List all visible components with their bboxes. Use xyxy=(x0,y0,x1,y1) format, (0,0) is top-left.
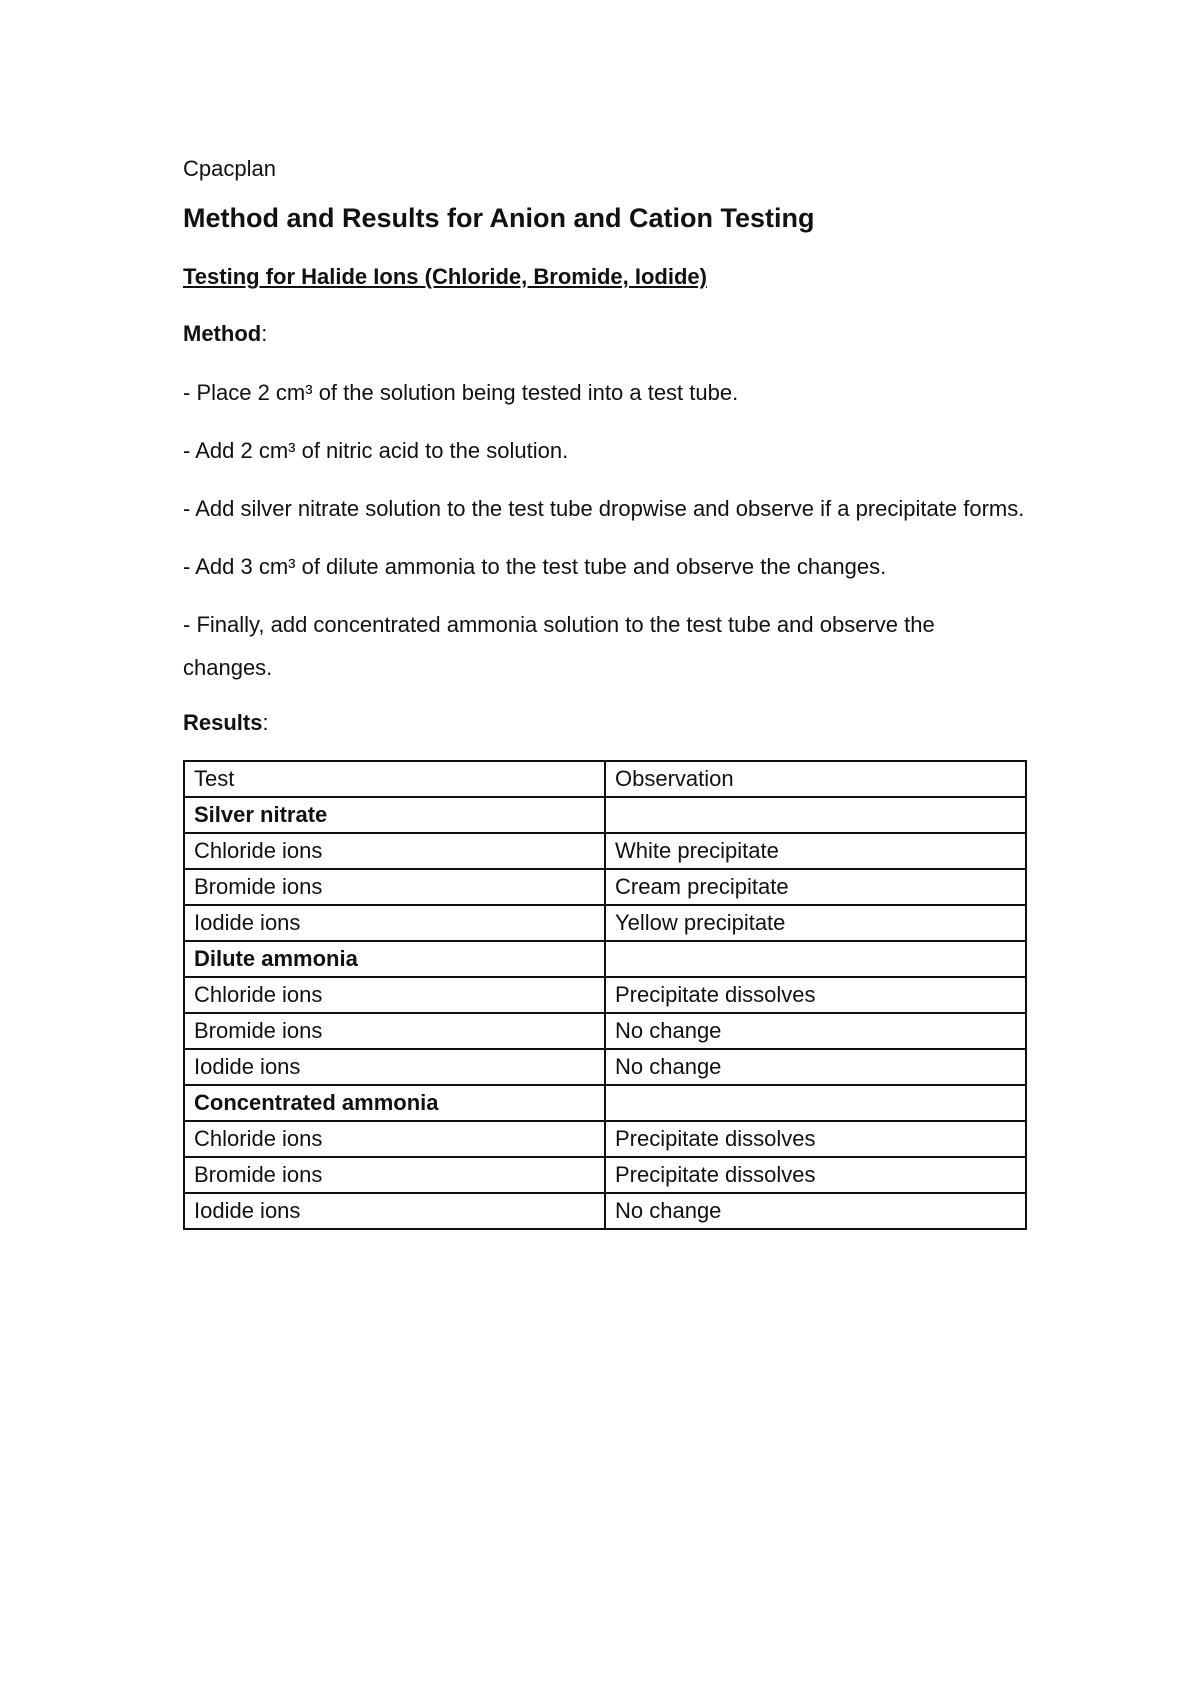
method-step: - Add 2 cm³ of nitric acid to the solution. xyxy=(183,438,569,463)
section-heading: Testing for Halide Ions (Chloride, Bromide, Iodide) xyxy=(183,264,707,289)
table-cell: Precipitate dissolves xyxy=(605,1121,1026,1157)
method-step: - Place 2 cm³ of the solution being tested into a test tube. xyxy=(183,380,739,405)
table-cell: Cream precipitate xyxy=(605,869,1026,905)
table-row xyxy=(184,1157,1026,1193)
table-cell: Chloride ions xyxy=(184,1121,605,1157)
table-cell: Chloride ions xyxy=(184,977,605,1013)
table-group-row xyxy=(184,1085,1026,1121)
table-cell: Precipitate dissolves xyxy=(605,977,1026,1013)
table-header-cell: Observation xyxy=(605,761,1026,797)
table-group-row xyxy=(184,941,1026,977)
table-row xyxy=(184,869,1026,905)
table-cell: Bromide ions xyxy=(184,1013,605,1049)
table-cell: White precipitate xyxy=(605,833,1026,869)
table-cell: Bromide ions xyxy=(184,1157,605,1193)
method-step: - Finally, add concentrated ammonia solution to the test tube and observe the changes. xyxy=(183,612,935,680)
table-cell: Chloride ions xyxy=(184,833,605,869)
table-group-label: Dilute ammonia xyxy=(184,941,605,977)
table-cell: No change xyxy=(605,1049,1026,1085)
table-header-cell: Test xyxy=(184,761,605,797)
method-step: - Add 3 cm³ of dilute ammonia to the test tube and observe the changes. xyxy=(183,554,887,579)
table-cell xyxy=(605,797,1026,833)
table-row xyxy=(184,1121,1026,1157)
table-row xyxy=(184,833,1026,869)
table-group-label: Concentrated ammonia xyxy=(184,1085,605,1121)
method-label-colon: : xyxy=(261,321,268,346)
document-title: Method and Results for Anion and Cation Testing xyxy=(183,203,815,233)
table-cell xyxy=(605,1085,1026,1121)
table-row xyxy=(184,1049,1026,1085)
table-row xyxy=(184,1013,1026,1049)
table-cell: Iodide ions xyxy=(184,1193,605,1229)
method-step: - Add silver nitrate solution to the test tube dropwise and observe if a precipitate forms. xyxy=(183,496,1025,521)
method-label-line xyxy=(183,315,1028,353)
table-header-row xyxy=(184,761,1026,797)
table-cell: Bromide ions xyxy=(184,869,605,905)
results-label: Results xyxy=(183,710,263,735)
method-label: Method xyxy=(183,321,262,346)
table-group-row xyxy=(184,797,1026,833)
table-cell: No change xyxy=(605,1013,1026,1049)
author-name: Cpacplan xyxy=(183,156,276,181)
results-table xyxy=(183,760,1027,1230)
table-group-label: Silver nitrate xyxy=(184,797,605,833)
table-cell: No change xyxy=(605,1193,1026,1229)
table-cell: Yellow precipitate xyxy=(605,905,1026,941)
table-cell: Precipitate dissolves xyxy=(605,1157,1026,1193)
table-cell: Iodide ions xyxy=(184,905,605,941)
table-row xyxy=(184,1193,1026,1229)
table-row xyxy=(184,905,1026,941)
document-page xyxy=(183,150,1028,1230)
table-cell xyxy=(605,941,1026,977)
table-cell: Iodide ions xyxy=(184,1049,605,1085)
results-label-colon: : xyxy=(262,710,269,735)
results-label-line xyxy=(183,704,1028,742)
table-row xyxy=(184,977,1026,1013)
